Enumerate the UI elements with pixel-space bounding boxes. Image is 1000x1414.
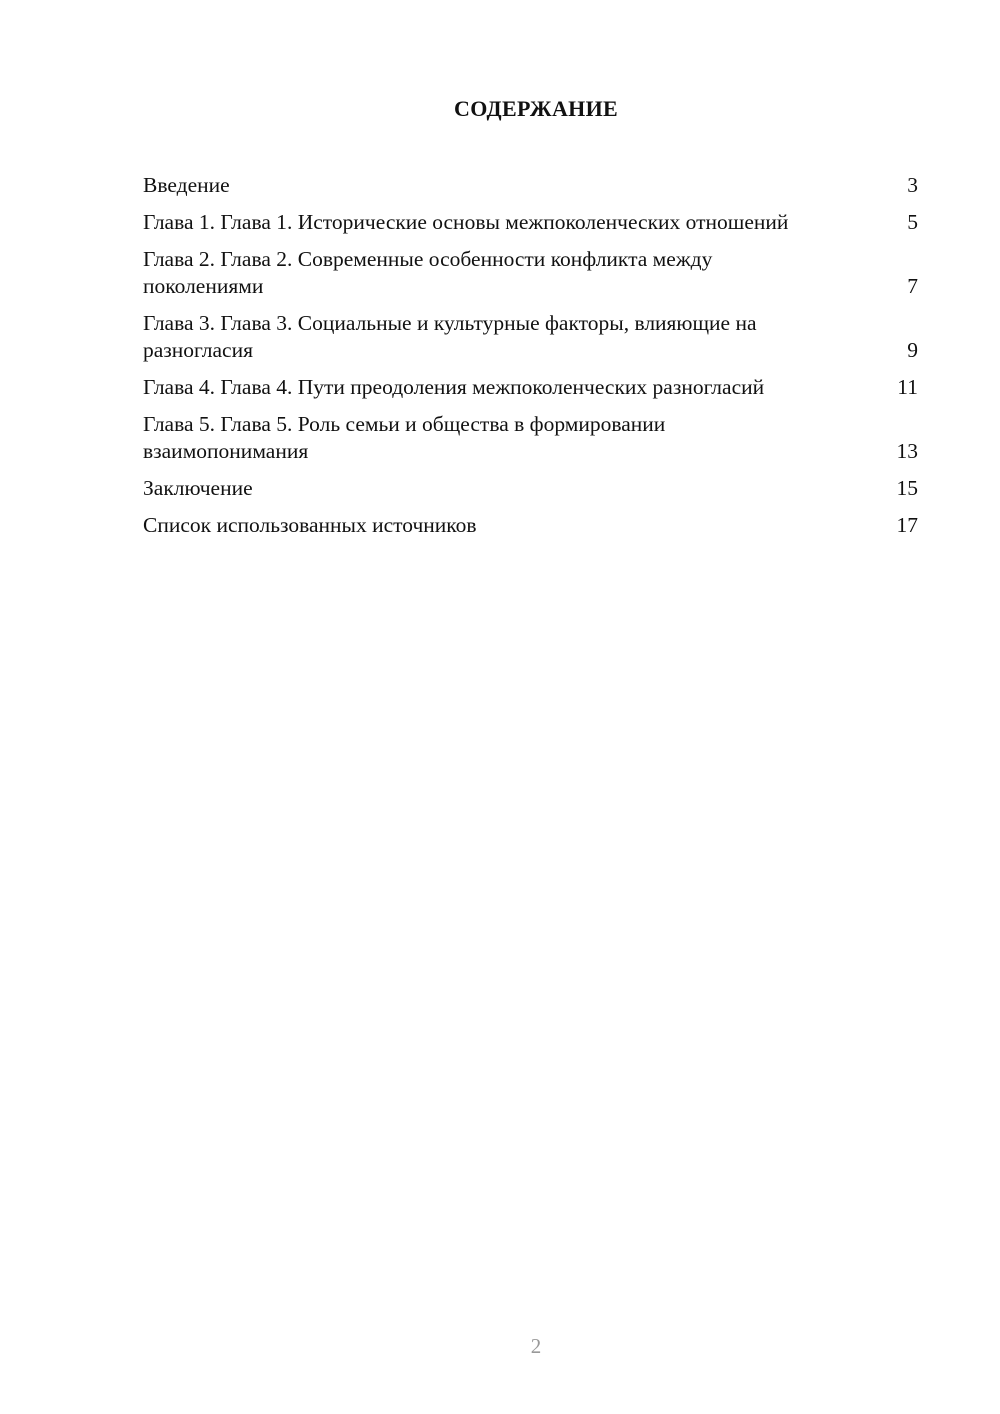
toc-entry-page: 5 — [907, 210, 918, 234]
toc-entry-page: 9 — [907, 338, 918, 362]
toc-entry-label: Глава 5. Глава 5. Роль семьи и общества в формировании взаимопонимания — [143, 412, 666, 463]
toc-entry-label: Заключение — [143, 476, 253, 500]
toc-entry-chapter-4[interactable] — [143, 374, 918, 401]
toc-entry-page: 7 — [907, 274, 918, 298]
toc-entry-chapter-5[interactable] — [143, 411, 918, 465]
toc-entry-page: 17 — [896, 513, 918, 537]
toc-entry-label: Глава 4. Глава 4. Пути преодоления межпоколенческих разногласий — [143, 375, 765, 399]
toc-entry-label: Введение — [143, 173, 230, 197]
page-number: 2 — [530, 1334, 542, 1358]
toc-entry-page: 15 — [896, 476, 918, 500]
toc-entry-page: 11 — [897, 375, 918, 399]
toc-title: СОДЕРЖАНИЕ — [454, 96, 618, 121]
table-of-contents — [143, 172, 918, 549]
toc-entry-page: 3 — [907, 173, 918, 197]
toc-entry-page: 13 — [896, 439, 918, 463]
toc-entry-label: Глава 2. Глава 2. Современные особенности конфликта между поколениями — [143, 247, 713, 298]
toc-entry-label: Глава 3. Глава 3. Социальные и культурные факторы, влияющие на разногласия — [143, 311, 757, 362]
toc-entry-label: Глава 1. Глава 1. Исторические основы межпоколенческих отношений — [143, 210, 789, 234]
toc-entry-label: Список использованных источников — [143, 513, 477, 537]
toc-entry-chapter-2[interactable] — [143, 246, 918, 300]
toc-entry-references[interactable] — [143, 512, 918, 539]
toc-entry-conclusion[interactable] — [143, 475, 918, 502]
toc-entry-chapter-3[interactable] — [143, 310, 918, 364]
toc-entry-introduction[interactable] — [143, 172, 918, 199]
toc-entry-chapter-1[interactable] — [143, 209, 918, 236]
